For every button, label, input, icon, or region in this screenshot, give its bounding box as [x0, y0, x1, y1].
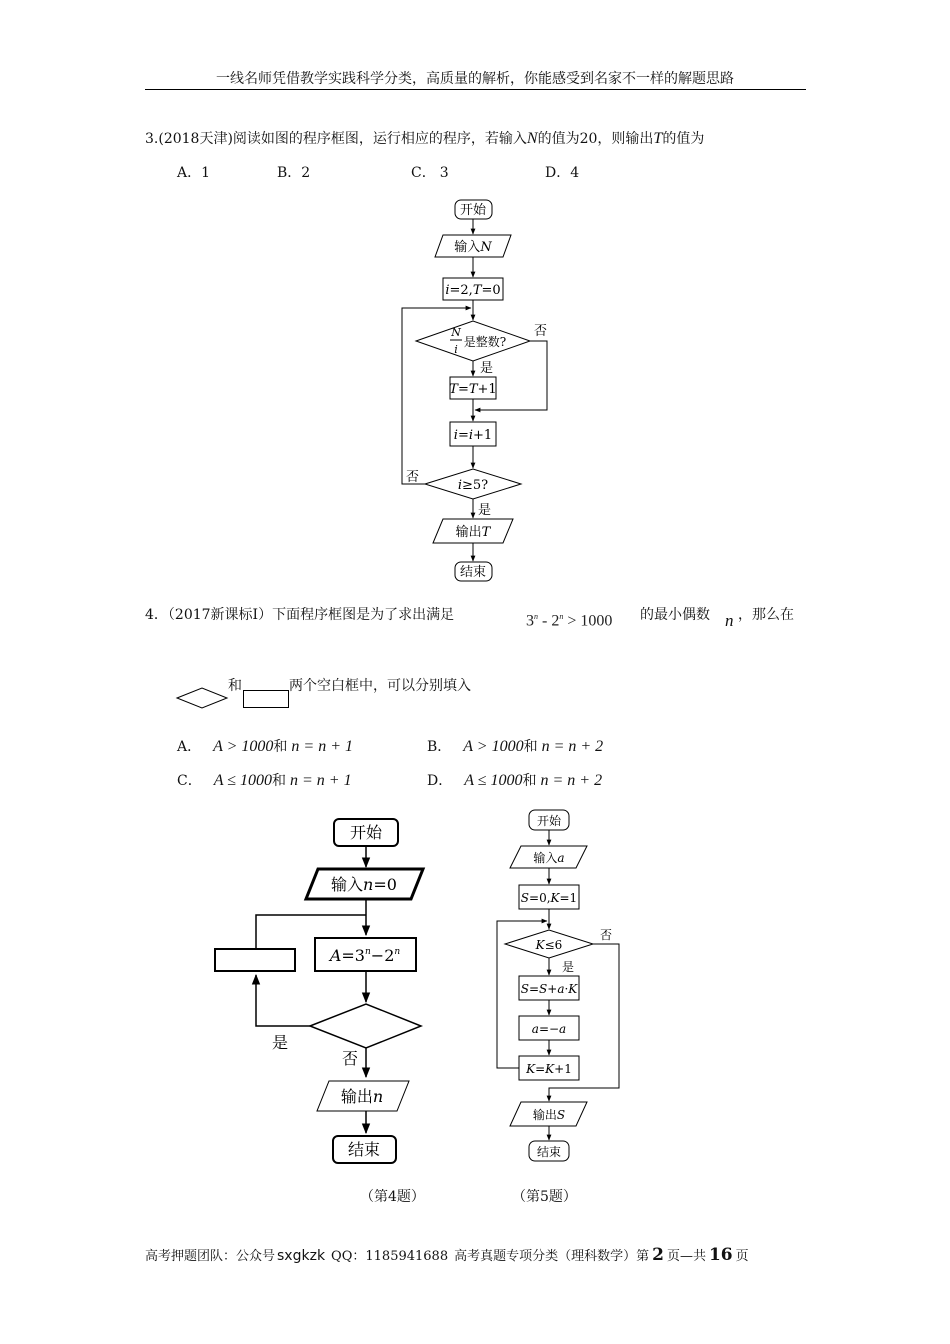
q3-option-c	[411, 162, 449, 182]
q5-init-label	[521, 891, 577, 905]
option-label: B．	[427, 739, 452, 755]
q5-cond-label	[535, 938, 563, 952]
q5-k-label	[525, 1062, 572, 1076]
option-and: 和	[271, 773, 286, 789]
q4-option-a	[177, 736, 353, 756]
option-label: D．	[427, 773, 453, 789]
q3-number: 3.	[145, 131, 159, 147]
flow-cond-text: 是整数?	[463, 335, 507, 349]
q3-stem-1: (2018天津)阅读如图的程序框图，运行相应的程序，若输入	[158, 131, 527, 147]
option-label: D．	[545, 165, 571, 181]
text-part: i	[468, 428, 474, 443]
text-part: a	[557, 851, 565, 865]
flow-start-label: 开始	[459, 203, 487, 218]
footer-total-pages: 16	[708, 1245, 733, 1265]
text-part: i	[445, 283, 450, 298]
text-part: =	[457, 382, 469, 397]
option-and: 和	[523, 739, 538, 755]
q5-input-label	[533, 850, 564, 865]
q4-number: 4．	[145, 607, 168, 623]
q5-s-label	[521, 982, 579, 996]
text-part: n	[364, 947, 371, 957]
q4-line2-text: 两个空白框中，可以分别填入	[289, 678, 471, 694]
text-part: T	[481, 525, 491, 540]
footer-qq-label: QQ：	[331, 1249, 366, 1264]
flow-no2-label: 否	[406, 470, 420, 485]
text-part: S	[539, 982, 548, 996]
q4-calc-label	[328, 946, 401, 965]
option-value: 2	[301, 165, 311, 181]
text-part: K	[550, 891, 560, 905]
header-rule	[145, 89, 806, 90]
text-part: S	[520, 982, 529, 996]
footer-end: 页	[735, 1249, 749, 1264]
text-part: 输出	[455, 525, 482, 540]
text-part: =	[535, 1062, 546, 1076]
text-part: 2	[551, 612, 560, 630]
q4-source: （2017新课标Ⅰ）下面程序框图是为了求出满足	[167, 607, 455, 623]
text-part: 输入	[331, 875, 364, 894]
footer-page-number: 2	[652, 1245, 664, 1265]
text-part: ≤6	[544, 938, 563, 952]
flow-output-label	[456, 524, 492, 540]
text-part: S	[556, 1108, 566, 1122]
option-label: C．	[177, 773, 202, 789]
q5-output-label	[533, 1107, 565, 1122]
text-part: N	[480, 240, 492, 255]
q4-blank-diamond-icon	[175, 686, 230, 710]
text-part: T	[449, 382, 458, 397]
text-part: K	[535, 938, 545, 952]
option-value: 1	[201, 165, 211, 181]
q4-yes-label: 是	[272, 1033, 289, 1052]
text-part: K	[526, 1062, 536, 1076]
flow-frac-den: i	[454, 343, 458, 356]
option-assign: n = n + 2	[540, 772, 603, 789]
text-part: =1	[559, 891, 578, 905]
footer-title: 高考真题专项分类（理科数学）第	[454, 1249, 650, 1264]
flow-init-label	[445, 283, 500, 298]
q4-blank-decision	[310, 1004, 421, 1048]
text-part: =−	[538, 1022, 560, 1036]
option-and: 和	[522, 773, 537, 789]
option-cond: A > 1000	[463, 738, 524, 755]
option-label: C．	[411, 165, 436, 181]
footer-account: sxgkzk	[277, 1248, 326, 1264]
text-part: n	[559, 612, 564, 621]
text-part: 输入	[533, 851, 558, 865]
text-part: 输入	[454, 240, 481, 255]
q4-blank-rect-icon	[243, 690, 289, 708]
footer-team: 高考押题团队：公众号	[145, 1249, 276, 1264]
option-label: A．	[177, 739, 202, 755]
q3-option-b	[277, 162, 310, 182]
text-part: =2,	[449, 283, 473, 298]
q4-stem-tail: ，那么在	[738, 607, 794, 623]
text-part: +	[547, 982, 558, 996]
flow-no-label: 否	[534, 324, 548, 339]
q4-start-label: 开始	[349, 823, 383, 842]
flow-t-label	[449, 382, 496, 397]
q3-var-n: N	[526, 130, 538, 147]
q3-stem-3: 的值为	[662, 131, 705, 147]
option-assign: n = n + 1	[289, 772, 352, 789]
text-part: ≥5?	[462, 478, 489, 493]
flow-cond2-label	[458, 478, 488, 493]
footer-mid: 页—共	[666, 1249, 706, 1264]
q4-stem-start	[145, 604, 454, 624]
q4-input-label	[331, 875, 397, 894]
q5-end-label: 结束	[536, 1145, 562, 1159]
q4-stem-after: 的最小偶数	[640, 607, 710, 623]
text-part: n	[534, 612, 538, 621]
text-part: n	[363, 875, 374, 894]
q3-stem	[145, 128, 704, 148]
q3-var-t: T	[653, 130, 663, 147]
q5-a-label	[532, 1022, 566, 1036]
option-label: B．	[277, 165, 302, 181]
option-cond: A > 1000	[213, 738, 274, 755]
text-part: +1	[473, 428, 493, 443]
text-part: a	[531, 1022, 539, 1036]
option-value: 3	[439, 165, 449, 181]
q3-option-d	[545, 162, 579, 182]
text-part: -	[542, 612, 548, 630]
text-part: =0,	[529, 891, 551, 905]
text-part: =0	[481, 283, 501, 298]
text-part: A	[329, 946, 342, 965]
text-part: T	[472, 283, 482, 298]
q5-flowchart	[490, 800, 625, 1170]
q5-start-label: 开始	[536, 814, 562, 828]
q4-output-label	[341, 1087, 383, 1106]
q4-no-label: 否	[342, 1049, 359, 1068]
flow-i-label	[454, 428, 492, 443]
flow-end-label: 结束	[459, 565, 487, 580]
text-part: 输出	[532, 1108, 557, 1122]
option-cond: A ≤ 1000	[464, 772, 523, 789]
q4-option-c	[177, 770, 352, 790]
text-part: n	[394, 947, 401, 957]
footer-qq: 1185941688	[365, 1249, 449, 1264]
text-part: ·	[564, 982, 569, 996]
text-part: a	[559, 1022, 567, 1036]
q5-yes-label: 是	[562, 960, 575, 974]
flow-input-label	[454, 239, 492, 255]
q3-stem-2: 的值为20，则输出	[537, 131, 654, 147]
q4-line2-and: 和	[228, 678, 242, 694]
text-part: +1	[554, 1062, 572, 1076]
text-part: +1	[477, 382, 497, 397]
q4-option-d	[427, 770, 602, 790]
q4-end-label: 结束	[347, 1140, 381, 1159]
text-part: =3	[341, 946, 365, 965]
q4-blank-box	[215, 949, 295, 971]
text-part: n	[372, 1087, 384, 1106]
flow-yes2-label: 是	[478, 503, 492, 518]
page-footer	[145, 1245, 749, 1265]
q4-yes-path	[256, 975, 310, 1026]
q4-inequality	[526, 612, 612, 630]
option-value: 4	[570, 165, 580, 181]
text-part: > 1000	[567, 612, 613, 630]
text-part: =0	[373, 875, 397, 894]
q5-caption: （第5题）	[512, 1189, 577, 1205]
text-part: =	[528, 982, 540, 996]
q4-flowchart	[205, 810, 435, 1170]
text-part: S	[520, 891, 530, 905]
text-part: −2	[370, 946, 395, 965]
text-part: i	[453, 428, 458, 443]
option-assign: n = n + 2	[541, 738, 604, 755]
page-header: 一线名师凭借教学实践科学分类，高质量的解析，你能感受到名家不一样的解题思路	[216, 71, 734, 87]
flow-frac-num: N	[451, 326, 461, 339]
q4-var-n: n	[725, 611, 734, 630]
option-label: A．	[177, 165, 202, 181]
q4-option-b	[427, 736, 603, 756]
option-cond: A ≤ 1000	[213, 772, 272, 789]
text-part: i	[457, 478, 463, 493]
q5-no-label: 否	[600, 928, 613, 942]
q4-caption: （第4题）	[360, 1189, 425, 1205]
text-part: 输出	[340, 1087, 373, 1106]
flow-yes-label: 是	[480, 361, 494, 376]
option-and: 和	[273, 739, 288, 755]
text-part: T	[468, 382, 478, 397]
text-part: a	[557, 982, 565, 996]
text-part: 3	[526, 612, 534, 630]
q3-flowchart	[380, 195, 580, 585]
option-assign: n = n + 1	[291, 738, 353, 755]
text-part: K	[545, 1062, 555, 1076]
text-part: K	[568, 982, 578, 996]
text-part: =	[457, 428, 469, 443]
q3-option-a	[177, 162, 210, 182]
